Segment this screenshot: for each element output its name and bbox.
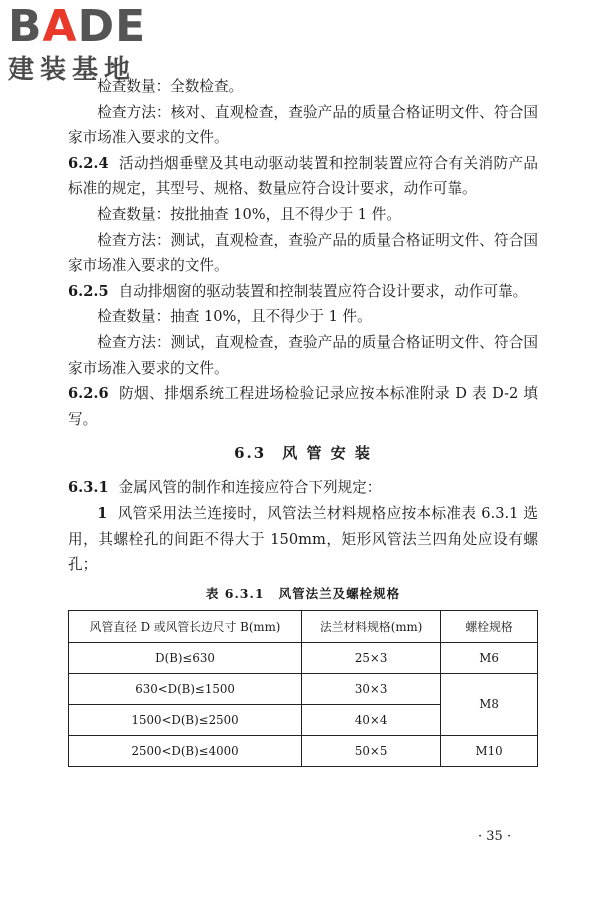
- flange-bolt-table: [68, 610, 538, 767]
- table-caption: [68, 584, 538, 602]
- table-header-cell: 法兰材料规格(mm): [302, 610, 441, 642]
- clause-text: 金属风管的制作和连接应符合下列规定：: [118, 479, 382, 497]
- logo-wordmark: [8, 1, 178, 52]
- page-number: · 35 ·: [478, 829, 512, 844]
- table-title: 风管法兰及螺栓规格: [278, 585, 401, 601]
- clause-6-2-6: [68, 381, 538, 432]
- table-cell-size: 2500<D(B)≤4000: [69, 735, 302, 766]
- table-number: 表 6.3.1: [205, 585, 265, 601]
- clause-text: 防烟、排烟系统工程进场检验记录应按本标准附录 D 表 D-2 填写。: [68, 385, 538, 428]
- table-cell-flange: 25×3: [302, 642, 441, 673]
- table-row: [69, 735, 538, 766]
- clause-text: 活动挡烟垂壁及其电动驱动装置和控制装置应符合有关消防产品标准的规定，其型号、规格、数量应符合设计要求，动作可靠。: [68, 154, 538, 198]
- clause-number: 6.3.1: [68, 479, 109, 497]
- logo-letters-de: DE: [77, 1, 147, 52]
- clause-number: 6.2.5: [68, 282, 109, 300]
- clause-6-2-5: [68, 279, 538, 305]
- table-cell-bolt: M6: [441, 642, 538, 673]
- table-header-row: [69, 610, 538, 642]
- section-heading: [68, 442, 538, 463]
- table-cell-size: 1500<D(B)≤2500: [69, 704, 302, 735]
- table-cell-size: D(B)≤630: [69, 642, 302, 673]
- document-page: [68, 74, 538, 767]
- section-number: 6.3: [234, 444, 267, 463]
- inspection-quantity-1: 检查数量：全数检查。: [97, 78, 244, 95]
- table-cell-flange: 40×4: [302, 704, 441, 735]
- inspection-quantity-2: 检查数量：按批抽查 10%，且不得少于 1 件。: [97, 205, 401, 223]
- item-number: 1: [97, 504, 108, 522]
- inspection-method-1: 检查方法：核对、直观检查，查验产品的质量合格证明文件、符合国家市场准入要求的文件。: [68, 103, 538, 147]
- table-row: [69, 673, 538, 704]
- clause-number: 6.2.4: [68, 154, 109, 172]
- logo-letter-b: B: [8, 1, 43, 52]
- inspection-method-3: 检查方法：测试，直观检查，查验产品的质量合格证明文件、符合国家市场准入要求的文件。: [68, 333, 538, 377]
- clause-item-1: [68, 501, 538, 578]
- table-cell-flange: 50×5: [302, 735, 441, 766]
- item-text: 风管采用法兰连接时，风管法兰材料规格应按本标准表 6.3.1 选用，其螺栓孔的间距不得大于 150mm，矩形风管法兰四角处应设有螺孔；: [68, 504, 538, 574]
- table-header-cell: 螺栓规格: [441, 610, 538, 642]
- table-cell-bolt: M8: [441, 673, 538, 735]
- table-cell-bolt: M10: [441, 735, 538, 766]
- inspection-quantity-3: 检查数量：抽查 10%，且不得少于 1 件。: [97, 308, 372, 326]
- table-row: [69, 642, 538, 673]
- clause-number: 6.2.6: [68, 385, 109, 403]
- clause-text: 自动排烟窗的驱动装置和控制装置应符合设计要求，动作可靠。: [118, 282, 528, 300]
- table-header-cell: 风管直径 D 或风管长边尺寸 B(mm): [69, 610, 302, 642]
- logo-subtitle: 建装基地: [8, 55, 137, 85]
- table-cell-flange: 30×3: [302, 673, 441, 704]
- clause-6-2-4: [68, 151, 538, 202]
- section-title: 风 管 安 装: [282, 444, 372, 463]
- clause-6-3-1: [68, 475, 538, 501]
- inspection-method-2: 检查方法：测试，直观检查，查验产品的质量合格证明文件、符合国家市场准入要求的文件。: [68, 231, 538, 275]
- table-cell-size: 630<D(B)≤1500: [69, 673, 302, 704]
- logo-letter-a: A: [42, 1, 78, 52]
